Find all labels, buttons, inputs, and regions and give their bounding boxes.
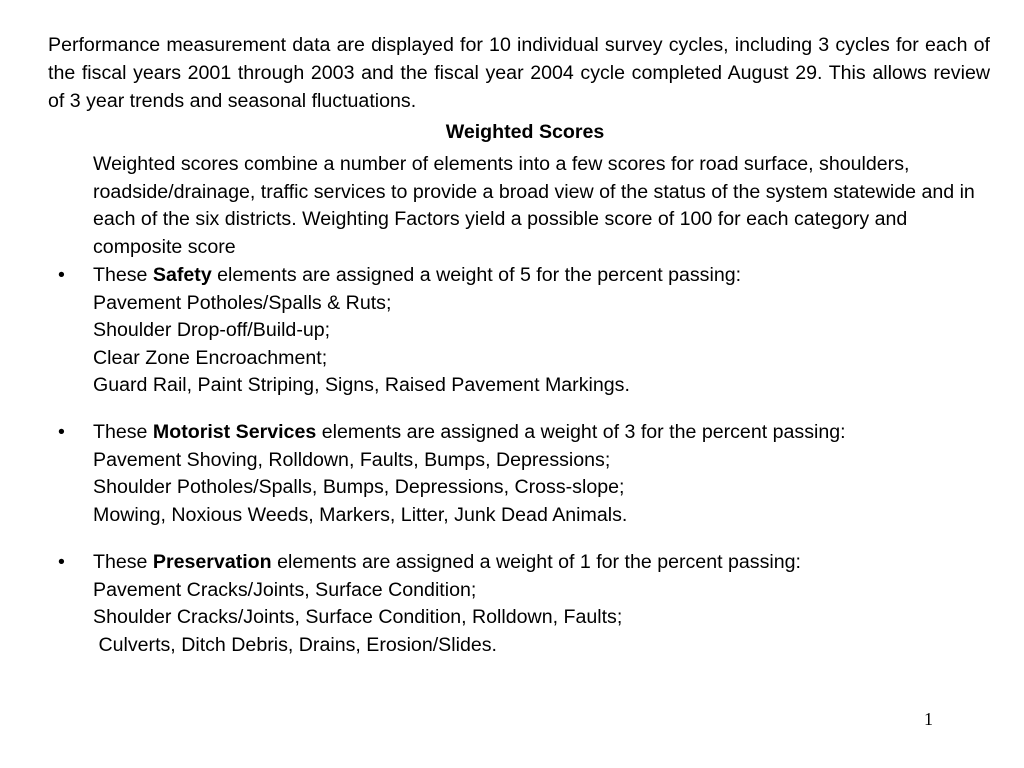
bullet-marker: • <box>58 264 65 286</box>
safety-bullet-content <box>93 262 993 400</box>
preservation-bullet-content <box>93 549 993 659</box>
bullet-prefix: These <box>93 264 153 286</box>
bullet-suffix: elements are assigned a weight of 5 for the percent passing: <box>211 264 742 286</box>
motorist-services-bullet-content <box>93 419 993 529</box>
bullet-suffix: elements are assigned a weight of 3 for the percent passing: <box>316 421 846 443</box>
list-item: Culverts, Ditch Debris, Drains, Erosion/Slides. <box>93 633 497 656</box>
list-item: Shoulder Drop-off/Build-up; <box>93 319 331 341</box>
motorist-services-bullet-heading <box>93 419 993 447</box>
weighted-scores-description: Weighted scores combine a number of elements into a few scores for road surface, shoulders, roadside/drainage, traffic services to provide a broad view of the status of the system statewide and in each of the six districts. Weighting Factors yield a possible score of 100 for each category and composite score <box>93 153 975 258</box>
list-item: Shoulder Potholes/Spalls, Bumps, Depressions, Cross-slope; <box>93 476 625 498</box>
list-item: Pavement Shoving, Rolldown, Faults, Bumps, Depressions; <box>93 448 611 471</box>
page-number: 1 <box>924 709 933 729</box>
bullet-suffix: elements are assigned a weight of 1 for the percent passing: <box>271 551 801 573</box>
category-motorist-services: Motorist Services <box>152 421 317 443</box>
category-preservation: Preservation <box>152 551 272 573</box>
list-item: Pavement Cracks/Joints, Surface Condition; <box>93 578 477 601</box>
list-item: Pavement Potholes/Spalls & Ruts; <box>93 291 392 314</box>
bullet-marker: • <box>58 421 65 443</box>
list-item: Mowing, Noxious Weeds, Markers, Litter, Junk Dead Animals. <box>93 503 628 526</box>
list-item: Shoulder Cracks/Joints, Surface Condition, Rolldown, Faults; <box>93 606 623 628</box>
section-title: Weighted Scores <box>445 121 605 143</box>
list-item: Clear Zone Encroachment; <box>93 346 328 369</box>
category-safety: Safety <box>152 264 212 286</box>
intro-paragraph: Performance measurement data are displayed for 10 individual survey cycles, including 3 cycles for each of the fiscal years 2001 through 2003 and the fiscal year 2004 cycle completed August 29. This allows review of 3 year trends and seasonal fluctuations. <box>48 34 990 112</box>
bullet-marker: • <box>58 551 65 573</box>
safety-bullet-heading <box>93 262 993 290</box>
list-item: Guard Rail, Paint Striping, Signs, Raised Pavement Markings. <box>93 374 630 396</box>
bullet-prefix: These <box>93 551 153 573</box>
bullet-prefix: These <box>93 421 153 443</box>
preservation-bullet-heading <box>93 549 993 577</box>
